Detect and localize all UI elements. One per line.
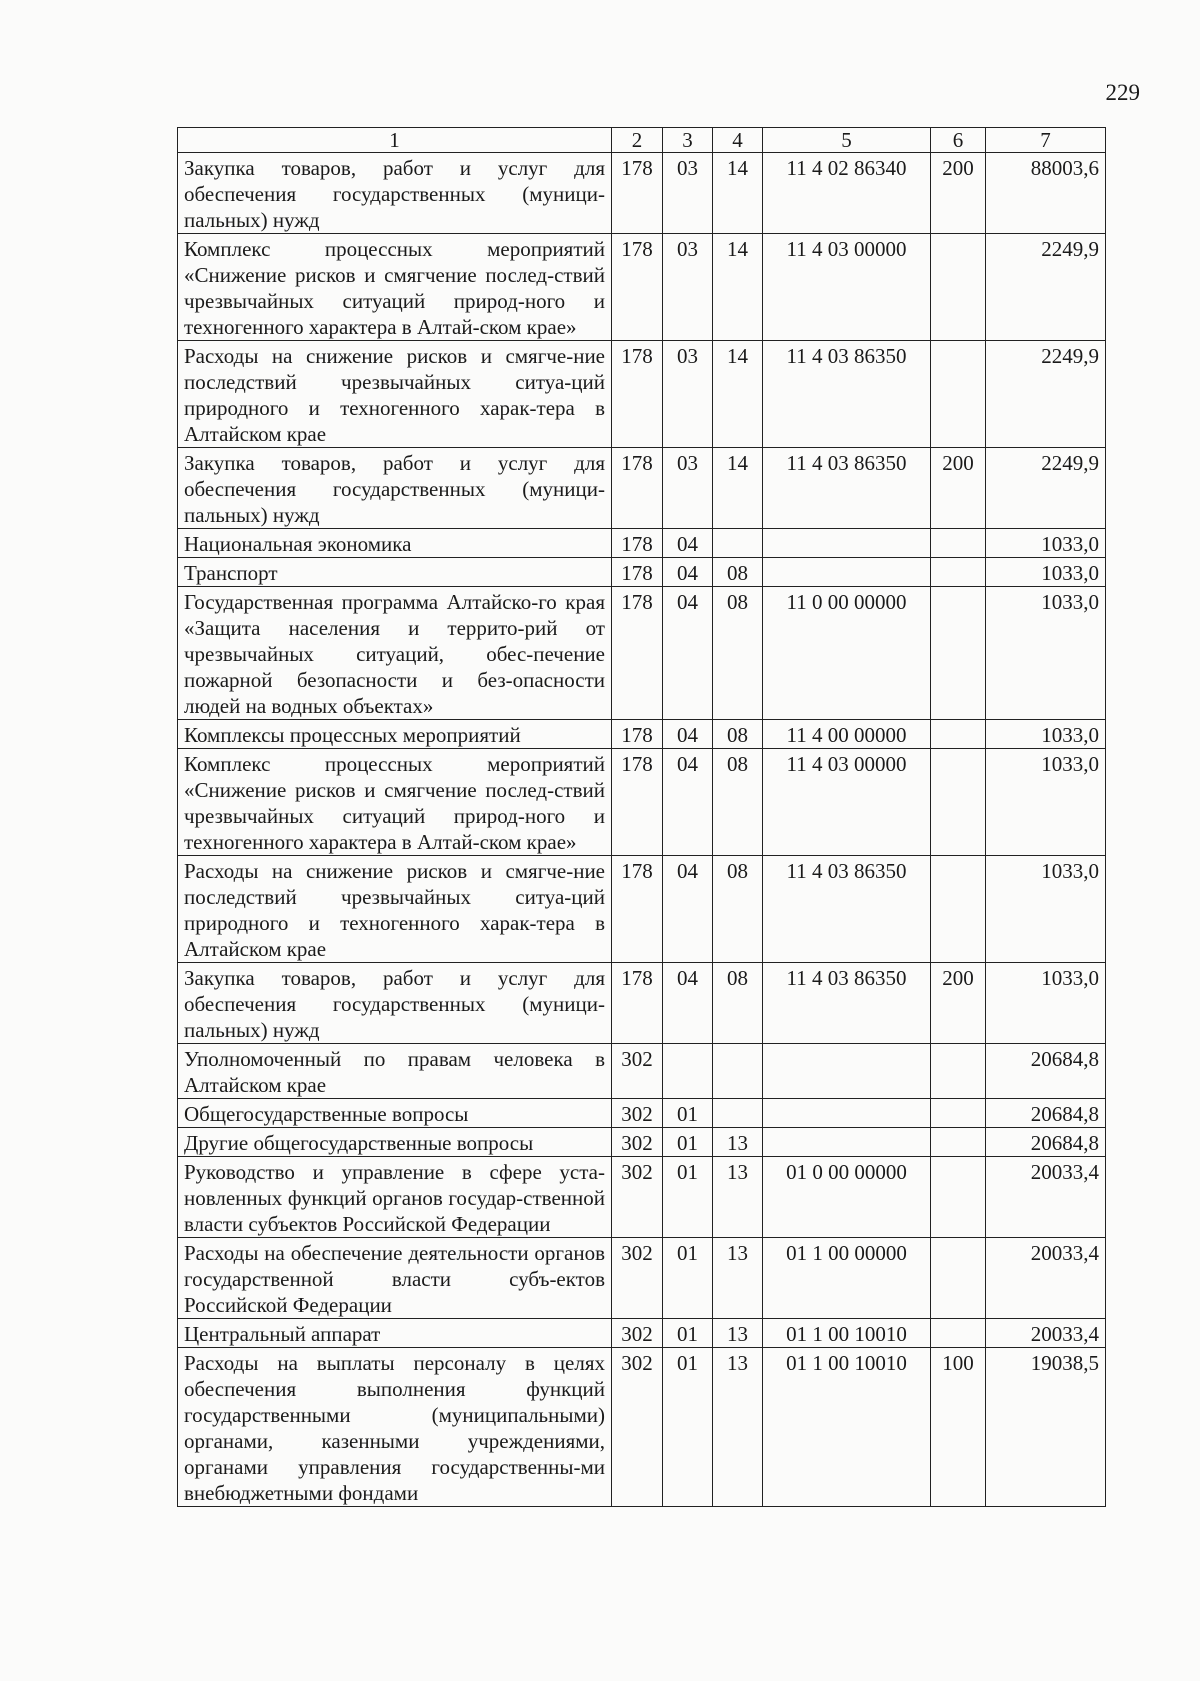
amount-cell: 20033,4: [986, 1238, 1106, 1319]
expense-type-cell: [931, 1319, 986, 1348]
table-row: [178, 1319, 1106, 1348]
expense-type-cell: [931, 529, 986, 558]
table-row: [178, 1099, 1106, 1128]
name-cell: Закупка товаров, работ и услуг для обеспечения государственных (муници-пальных) нужд: [178, 448, 612, 529]
target-article-cell: 11 4 03 00000: [763, 234, 931, 341]
amount-cell: 1033,0: [986, 558, 1106, 587]
section-cell: 01: [663, 1157, 713, 1238]
subsection-cell: [713, 529, 763, 558]
column-header: 2: [612, 128, 663, 153]
target-article-cell: [763, 1128, 931, 1157]
name-cell: Расходы на снижение рисков и смягче-ние последствий чрезвычайных ситуа-ций природного и техногенного харак-тера в Алтайском крае: [178, 856, 612, 963]
target-article-cell: [763, 558, 931, 587]
name-cell: Закупка товаров, работ и услуг для обеспечения государственных (муници-пальных) нужд: [178, 153, 612, 234]
amount-cell: 20684,8: [986, 1099, 1106, 1128]
expense-type-cell: [931, 1128, 986, 1157]
admin-code-cell: 178: [612, 234, 663, 341]
name-cell: Комплексы процессных мероприятий: [178, 720, 612, 749]
column-header: 4: [713, 128, 763, 153]
target-article-cell: [763, 1099, 931, 1128]
name-cell: Национальная экономика: [178, 529, 612, 558]
admin-code-cell: 178: [612, 153, 663, 234]
name-cell: Транспорт: [178, 558, 612, 587]
subsection-cell: [713, 1099, 763, 1128]
page-number: 229: [1105, 80, 1140, 105]
table-row: [178, 558, 1106, 587]
subsection-cell: [713, 1044, 763, 1099]
subsection-cell: 14: [713, 448, 763, 529]
table-header: [178, 128, 1106, 153]
admin-code-cell: 178: [612, 587, 663, 720]
target-article-cell: 01 1 00 00000: [763, 1238, 931, 1319]
subsection-cell: 13: [713, 1348, 763, 1507]
target-article-cell: 01 1 00 10010: [763, 1319, 931, 1348]
amount-cell: 1033,0: [986, 963, 1106, 1044]
table-row: [178, 1157, 1106, 1238]
name-cell: Руководство и управление в сфере уста-новленных функций органов государ-ственной власти субъектов Российской Федерации: [178, 1157, 612, 1238]
name-cell: Расходы на обеспечение деятельности органов государственной власти субъ-ектов Российской Федерации: [178, 1238, 612, 1319]
section-cell: 04: [663, 963, 713, 1044]
expense-type-cell: [931, 1044, 986, 1099]
expense-type-cell: [931, 720, 986, 749]
section-cell: 03: [663, 341, 713, 448]
expense-type-cell: 200: [931, 153, 986, 234]
amount-cell: 1033,0: [986, 529, 1106, 558]
expense-type-cell: [931, 1238, 986, 1319]
column-header: 1: [178, 128, 612, 153]
subsection-cell: 08: [713, 856, 763, 963]
table-row: [178, 341, 1106, 448]
name-cell: Государственная программа Алтайско-го края «Защита населения и террито-рий от чрезвычайных ситуаций, обес-печение пожарной безопасности и без-опасности людей на водных объектах»: [178, 587, 612, 720]
subsection-cell: 08: [713, 963, 763, 1044]
column-header: 5: [763, 128, 931, 153]
section-cell: 01: [663, 1128, 713, 1157]
admin-code-cell: 178: [612, 963, 663, 1044]
admin-code-cell: 178: [612, 749, 663, 856]
table-row: [178, 720, 1106, 749]
target-article-cell: 11 4 03 86350: [763, 963, 931, 1044]
admin-code-cell: 178: [612, 448, 663, 529]
table-row: [178, 856, 1106, 963]
expense-type-cell: [931, 1157, 986, 1238]
amount-cell: 1033,0: [986, 749, 1106, 856]
section-cell: 03: [663, 234, 713, 341]
expense-type-cell: [931, 1099, 986, 1128]
target-article-cell: 11 4 03 86350: [763, 341, 931, 448]
subsection-cell: 08: [713, 749, 763, 856]
name-cell: Закупка товаров, работ и услуг для обеспечения государственных (муници-пальных) нужд: [178, 963, 612, 1044]
amount-cell: 19038,5: [986, 1348, 1106, 1507]
name-cell: Комплекс процессных мероприятий «Снижение рисков и смягчение послед-ствий чрезвычайных ситуаций природ-ного и техногенного характера в Алтай-ском крае»: [178, 234, 612, 341]
amount-cell: 20684,8: [986, 1044, 1106, 1099]
target-article-cell: 11 4 00 00000: [763, 720, 931, 749]
subsection-cell: 13: [713, 1319, 763, 1348]
expense-type-cell: [931, 749, 986, 856]
table-row: [178, 749, 1106, 856]
name-cell: Центральный аппарат: [178, 1319, 612, 1348]
subsection-cell: 08: [713, 558, 763, 587]
table-row: [178, 587, 1106, 720]
admin-code-cell: 178: [612, 341, 663, 448]
expense-type-cell: [931, 558, 986, 587]
column-header: 7: [986, 128, 1106, 153]
admin-code-cell: 178: [612, 720, 663, 749]
amount-cell: 20033,4: [986, 1319, 1106, 1348]
section-cell: 04: [663, 856, 713, 963]
admin-code-cell: 302: [612, 1319, 663, 1348]
subsection-cell: 13: [713, 1128, 763, 1157]
section-cell: [663, 1044, 713, 1099]
target-article-cell: 11 4 03 00000: [763, 749, 931, 856]
name-cell: Общегосударственные вопросы: [178, 1099, 612, 1128]
admin-code-cell: 302: [612, 1157, 663, 1238]
table-row: [178, 448, 1106, 529]
expense-type-cell: [931, 234, 986, 341]
amount-cell: 2249,9: [986, 341, 1106, 448]
section-cell: 03: [663, 448, 713, 529]
table-row: [178, 529, 1106, 558]
section-cell: 04: [663, 529, 713, 558]
target-article-cell: 11 4 02 86340: [763, 153, 931, 234]
expense-type-cell: [931, 587, 986, 720]
table-row: [178, 153, 1106, 234]
admin-code-cell: 178: [612, 529, 663, 558]
target-article-cell: [763, 529, 931, 558]
target-article-cell: 11 0 00 00000: [763, 587, 931, 720]
section-cell: 01: [663, 1238, 713, 1319]
subsection-cell: 13: [713, 1238, 763, 1319]
admin-code-cell: 302: [612, 1099, 663, 1128]
table-row: [178, 1128, 1106, 1157]
name-cell: Расходы на снижение рисков и смягче-ние последствий чрезвычайных ситуа-ций природного и техногенного харак-тера в Алтайском крае: [178, 341, 612, 448]
amount-cell: 2249,9: [986, 448, 1106, 529]
section-cell: 04: [663, 587, 713, 720]
expense-type-cell: [931, 856, 986, 963]
column-header: 6: [931, 128, 986, 153]
subsection-cell: 13: [713, 1157, 763, 1238]
expense-type-cell: [931, 341, 986, 448]
section-cell: 03: [663, 153, 713, 234]
amount-cell: 2249,9: [986, 234, 1106, 341]
subsection-cell: 14: [713, 341, 763, 448]
name-cell: Комплекс процессных мероприятий «Снижение рисков и смягчение послед-ствий чрезвычайных ситуаций природ-ного и техногенного характера в Алтай-ском крае»: [178, 749, 612, 856]
table-row: [178, 234, 1106, 341]
target-article-cell: 01 1 00 10010: [763, 1348, 931, 1507]
name-cell: Другие общегосударственные вопросы: [178, 1128, 612, 1157]
admin-code-cell: 302: [612, 1348, 663, 1507]
header-row: [178, 128, 1106, 153]
expense-type-cell: 200: [931, 448, 986, 529]
admin-code-cell: 302: [612, 1044, 663, 1099]
amount-cell: 20033,4: [986, 1157, 1106, 1238]
section-cell: 01: [663, 1099, 713, 1128]
admin-code-cell: 302: [612, 1238, 663, 1319]
table-row: [178, 963, 1106, 1044]
name-cell: Расходы на выплаты персоналу в целях обеспечения выполнения функций государственными (муниципальными) органами, казенными учреждениями, органами управления государственны-ми внебюджетными фондами: [178, 1348, 612, 1507]
target-article-cell: [763, 1044, 931, 1099]
table-row: [178, 1238, 1106, 1319]
amount-cell: 88003,6: [986, 153, 1106, 234]
amount-cell: 1033,0: [986, 856, 1106, 963]
admin-code-cell: 178: [612, 856, 663, 963]
name-cell: Уполномоченный по правам человека в Алтайском крае: [178, 1044, 612, 1099]
expense-type-cell: 100: [931, 1348, 986, 1507]
section-cell: 04: [663, 720, 713, 749]
target-article-cell: 11 4 03 86350: [763, 448, 931, 529]
section-cell: 04: [663, 558, 713, 587]
amount-cell: 1033,0: [986, 587, 1106, 720]
subsection-cell: 08: [713, 587, 763, 720]
subsection-cell: 14: [713, 153, 763, 234]
amount-cell: 1033,0: [986, 720, 1106, 749]
admin-code-cell: 178: [612, 558, 663, 587]
table-row: [178, 1348, 1106, 1507]
amount-cell: 20684,8: [986, 1128, 1106, 1157]
column-header: 3: [663, 128, 713, 153]
target-article-cell: 01 0 00 00000: [763, 1157, 931, 1238]
section-cell: 01: [663, 1319, 713, 1348]
subsection-cell: 14: [713, 234, 763, 341]
section-cell: 01: [663, 1348, 713, 1507]
subsection-cell: 08: [713, 720, 763, 749]
target-article-cell: 11 4 03 86350: [763, 856, 931, 963]
budget-table: [177, 127, 1106, 1507]
table-body: [178, 153, 1106, 1507]
section-cell: 04: [663, 749, 713, 856]
admin-code-cell: 302: [612, 1128, 663, 1157]
table-row: [178, 1044, 1106, 1099]
expense-type-cell: 200: [931, 963, 986, 1044]
